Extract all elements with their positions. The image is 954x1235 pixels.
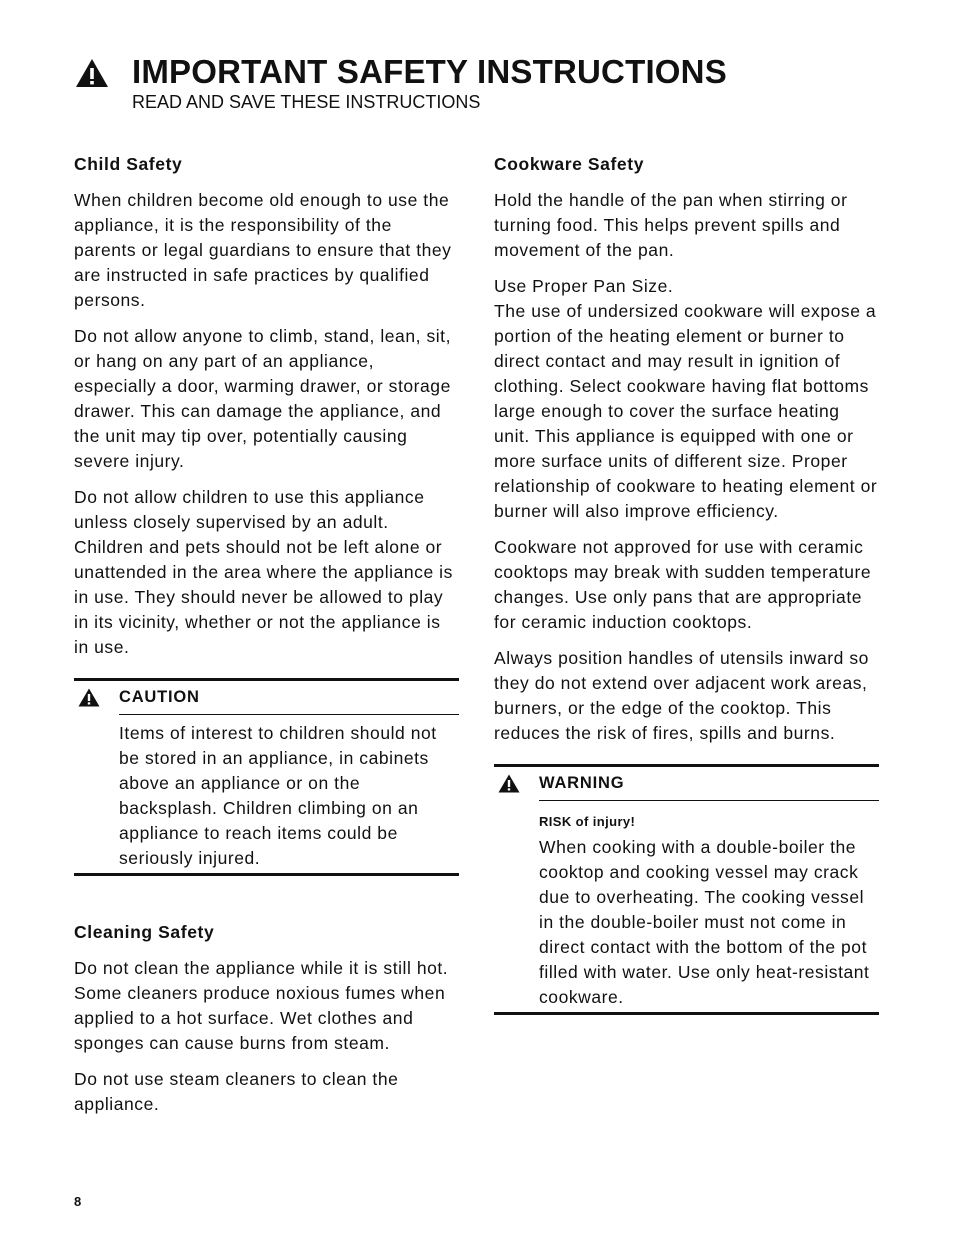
warning-label: WARNING xyxy=(539,774,625,792)
page-number: 8 xyxy=(74,1194,82,1209)
cookware-safety-paragraph: Always position handles of utensils inward so they do not extend over adjacent work areas, burners, or the edge of the cooktop. This reduces the risk of fires, spills and burns. xyxy=(494,648,869,743)
cookware-safety-heading: Cookware Safety xyxy=(494,154,645,174)
right-column xyxy=(494,152,879,1015)
warning-triangle-icon xyxy=(75,58,109,88)
child-safety-paragraph: When children become old enough to use the appliance, it is the responsibility of the parents or legal guardians to ensure that they are instructed in safe practices by qualified persons. xyxy=(74,190,452,310)
warning-text: When cooking with a double-boiler the cooktop and cooking vessel may crack due to overheating. The cooking vessel in the double-boiler must not come in direct contact with the bottom of the pot filled with water. Use only heat-resistant cookware. xyxy=(539,837,870,1007)
child-safety-paragraph: Do not allow anyone to climb, stand, lean, sit, or hang on any part of an appliance, especially a door, warming drawer, or storage drawer. This can damage the appliance, and the unit may tip over, potentially causing severe injury. xyxy=(74,326,452,471)
caution-box xyxy=(74,678,459,876)
pan-size-subheading: Use Proper Pan Size. xyxy=(494,276,674,296)
warning-box xyxy=(494,764,879,1015)
cookware-safety-paragraph: Hold the handle of the pan when stirring or turning food. This helps prevent spills and movement of the pan. xyxy=(494,190,848,260)
warning-triangle-icon xyxy=(498,774,520,793)
cookware-safety-paragraph: The use of undersized cookware will expose a portion of the heating element or burner to direct contact and may result in ignition of clothing. Select cookware having flat bottoms large enough to cover the surface heating unit. This appliance is equipped with one or more surface units of different size. Proper relationship of cookware to heating element or burner will also improve efficiency. xyxy=(494,301,878,521)
left-column xyxy=(74,152,459,1128)
cleaning-safety-paragraph: Do not use steam cleaners to clean the appliance. xyxy=(74,1069,399,1114)
page-title: IMPORTANT SAFETY INSTRUCTIONS xyxy=(132,53,727,90)
caution-text: Items of interest to children should not be stored in an appliance, in cabinets above an appliance or on the backsplash. Children climbing on an appliance to reach items could be seriously injured. xyxy=(119,723,437,868)
cleaning-safety-paragraph: Do not clean the appliance while it is still hot. Some cleaners produce noxious fumes when applied to a hot surface. Wet clothes and sponges can cause burns from steam. xyxy=(74,958,449,1053)
cleaning-safety-heading: Cleaning Safety xyxy=(74,922,215,942)
warning-triangle-icon xyxy=(78,688,100,707)
caution-label: CAUTION xyxy=(119,688,200,706)
child-safety-heading: Child Safety xyxy=(74,154,183,174)
risk-label: RISK of injury! xyxy=(539,814,636,829)
child-safety-paragraph: Do not allow children to use this appliance unless closely supervised by an adult. Children and pets should not be left alone or unattended in the area where the appliance is in use. They should never be allowed to play in its vicinity, whether or not the appliance is in use. xyxy=(74,487,453,657)
page-subtitle: READ AND SAVE THESE INSTRUCTIONS xyxy=(132,92,481,112)
cookware-safety-paragraph: Cookware not approved for use with ceramic cooktops may break with sudden temperature changes. Use only pans that are appropriate for ceramic induction cooktops. xyxy=(494,537,872,632)
